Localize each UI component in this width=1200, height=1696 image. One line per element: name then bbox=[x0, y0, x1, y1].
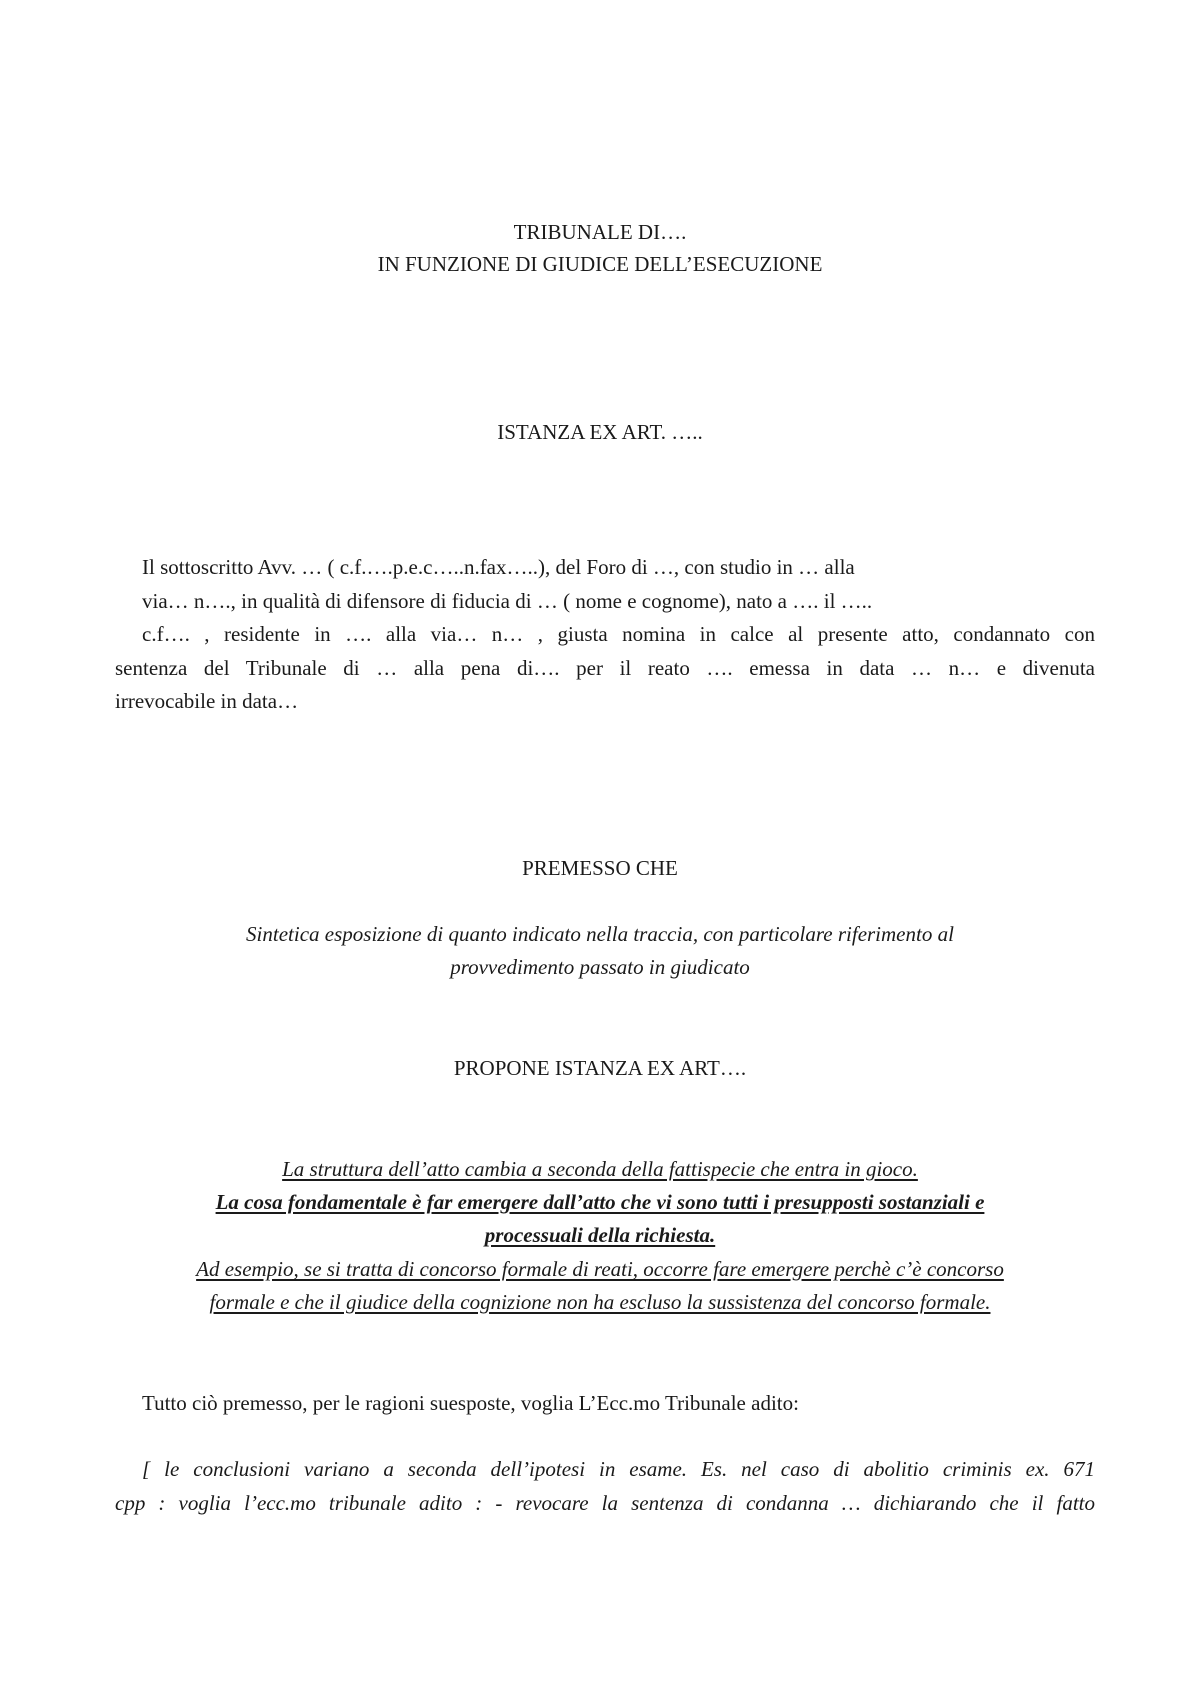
note-line-4: formale e che il giudice della cognizione non ha escluso la sussistenza del concorso formale. bbox=[209, 1290, 991, 1314]
note-bold-line-2: processuali della richiesta. bbox=[484, 1223, 716, 1247]
note-bold-line-1: La cosa fondamentale è far emergere dall’atto che vi sono tutti i presupposti sostanziali e bbox=[215, 1190, 985, 1214]
premesso-heading: PREMESSO CHE bbox=[522, 856, 678, 880]
conclusion-line: Tutto ciò premesso, per le ragioni suesposte, voglia L’Ecc.mo Tribunale adito: bbox=[142, 1391, 799, 1415]
premesso-line-1: Sintetica esposizione di quanto indicato nella traccia, con particolare riferimento al bbox=[246, 922, 954, 946]
court-function-heading: IN FUNZIONE DI GIUDICE DELL’ESECUZIONE bbox=[377, 252, 823, 276]
premesso-line-2: provvedimento passato in giudicato bbox=[450, 955, 750, 979]
intro-line-3: c.f…. , residente in …. alla via… n… , giusta nomina in calce al presente atto, condannato con bbox=[142, 622, 1095, 646]
court-heading: TRIBUNALE DI…. bbox=[513, 220, 687, 244]
note-line-3: Ad esempio, se si tratta di concorso formale di reati, occorre fare emergere perchè c’è concorso bbox=[196, 1257, 1004, 1281]
propone-heading: PROPONE ISTANZA EX ART…. bbox=[453, 1056, 747, 1080]
example-line-1: [ le conclusioni variano a seconda dell’ipotesi in esame. Es. nel caso di abolitio criminis ex. 671 bbox=[142, 1457, 1095, 1481]
document-title: ISTANZA EX ART. ….. bbox=[497, 420, 703, 444]
note-line-1: La struttura dell’atto cambia a seconda della fattispecie che entra in gioco. bbox=[282, 1157, 918, 1181]
example-line-2: cpp : voglia l’ecc.mo tribunale adito : - revocare la sentenza di condanna … dichiarando che il fatto bbox=[115, 1491, 1095, 1515]
intro-line-2: via… n…., in qualità di difensore di fiducia di … ( nome e cognome), nato a …. il ….. bbox=[142, 589, 873, 613]
intro-line-1: Il sottoscritto Avv. … ( c.f.….p.e.c…..n.fax…..), del Foro di …, con studio in … alla bbox=[142, 555, 855, 579]
intro-line-5: irrevocabile in data… bbox=[115, 689, 299, 713]
intro-line-4: sentenza del Tribunale di … alla pena di…. per il reato …. emessa in data … n… e divenuta bbox=[115, 656, 1095, 680]
